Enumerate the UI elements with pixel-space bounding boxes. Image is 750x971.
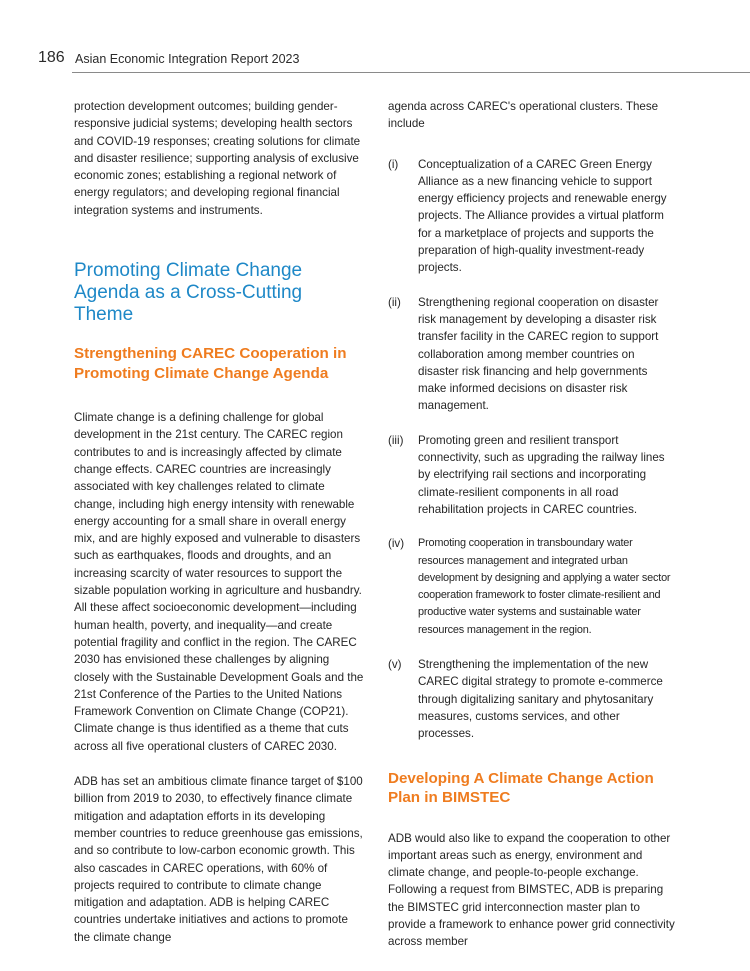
list-item-text: Strengthening the implementation of the new CAREC digital strategy to promote e-commerce through digitalizing sanitary and phytosanitary measures, customs services, and other processes. (418, 658, 663, 741)
list-item-number: (i) (388, 157, 399, 171)
section-heading: Promoting Climate Change Agenda as a Cross-Cutting Theme (74, 260, 303, 326)
page-header (38, 48, 750, 73)
list-item (388, 535, 676, 639)
list-item-text: Strengthening regional cooperation on disaster risk management by developing a disaster risk transfer facility in the CAREC region to support collaboration among member countries on disaster risk financing and help governments make informed decisions on disaster risk management. (418, 295, 659, 413)
list-item-number: (ii) (388, 295, 401, 309)
list-item (388, 656, 676, 742)
right-column (388, 98, 676, 951)
body-paragraph: ADB would also like to expand the cooperation to other important areas such as energy, environment and climate change, and people-to-people exchange. Following a request from BIMSTEC, ADB is preparing the BIMSTEC grid interconnection master plan to provide a framework to enhance power grid connectivity across member (388, 831, 675, 949)
list-item (388, 294, 676, 415)
intro-paragraph: protection development outcomes; building gender-responsive judicial systems; developing health sectors and COVID-19 responses; creating solutions for climate and disaster resilience; supporting analysis of exclusive economic zones; establishing a regional network of energy regulators; and developing regional financial integration systems and instruments. (74, 100, 361, 217)
list-item-number: (iii) (388, 433, 404, 447)
header-rule (72, 72, 750, 73)
list-item-number: (v) (388, 658, 402, 672)
left-column (74, 98, 364, 946)
running-title: Asian Economic Integration Report 2023 (75, 52, 300, 66)
list-item (388, 156, 676, 277)
initiatives-list (388, 156, 676, 743)
list-item (388, 432, 676, 518)
body-paragraph: ADB has set an ambitious climate finance target of $100 billion from 2019 to 2030, to effectively finance climate mitigation and adaptation efforts in its developing member countries to reduce greenhouse gas emissions, and so contribute to low-carbon economic growth. This also cascades in CAREC operations, with 60% of projects required to contribute to climate change mitigation and adaptation. ADB is helping CAREC countries undertake initiatives and actions to promote the climate change (74, 775, 363, 944)
list-item-text: Conceptualization of a CAREC Green Energy Alliance as a new financing vehicle to support energy efficiency projects and renewable energy projects. The Alliance provides a virtual platform for a marketplace of projects and supports the preparation of high-quality investment-ready projects. (418, 157, 667, 275)
subsection-heading-bimstec: Developing A Climate Change Action Plan in BIMSTEC (388, 769, 654, 806)
list-item-number: (iv) (388, 537, 405, 551)
list-item-text: Promoting cooperation in transboundary water resources management and integrated urban development by designing and applying a water sector cooperation framework to foster climate-resilient and productive water systems and sustainable water resources management in the region. (418, 537, 671, 636)
list-item-text: Promoting green and resilient transport connectivity, such as upgrading the railway lines by electrifying rail sections and incorporating climate-resilient components in all road rehabilitation projects in CAREC countries. (418, 433, 665, 516)
subsection-heading-carec: Strengthening CAREC Cooperation in Promoting Climate Change Agenda (74, 345, 347, 382)
body-paragraph: Climate change is a defining challenge for global development in the 21st century. The CAREC region contributes to and is increasingly affected by climate change effects. CAREC countries are increasingly associated with key challenges related to climate change, including high energy intensity with renewable energy accounting for a small share in overall energy mix, and are highly exposed and vulnerable to disasters such as earthquakes, floods and droughts, and an increasing scarcity of water resources to support the sizable population working in agriculture and husbandry. All these affect socioeconomic development—including human health, poverty, and inequality—and create potential fragility and conflict in the region. The CAREC 2030 has envisioned these challenges by aligning closely with the Sustainable Development Goals and the 21st Conference of the Parties to the United Nations Framework Convention on Climate Change (COP21). Climate change is thus identified as a theme that cuts across all five operational clusters of CAREC 2030. (74, 411, 364, 753)
page-number: 186 (38, 49, 65, 66)
continuation-paragraph: agenda across CAREC's operational clusters. These include (388, 100, 659, 131)
